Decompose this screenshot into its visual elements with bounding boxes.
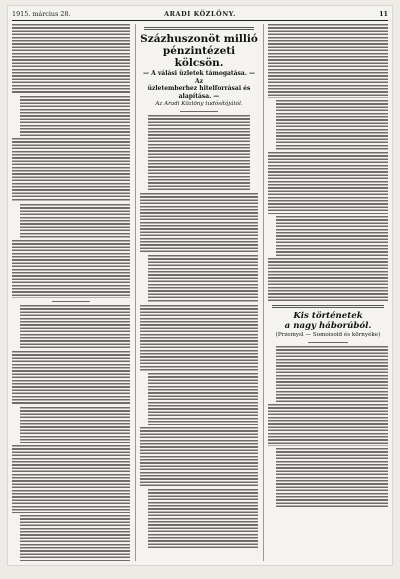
headline-top-rule bbox=[144, 27, 254, 30]
text-paragraph bbox=[20, 96, 130, 136]
header-rule bbox=[12, 20, 388, 21]
article-byline: Az Aradi Közlöny tudósítójától. bbox=[155, 101, 243, 108]
text-paragraph bbox=[276, 346, 388, 402]
text-paragraph bbox=[268, 24, 388, 98]
feature-headline bbox=[268, 311, 388, 331]
column-middle bbox=[140, 24, 258, 561]
running-head bbox=[12, 8, 388, 20]
separator-rule bbox=[52, 301, 90, 302]
column-rule bbox=[263, 24, 264, 561]
article-subheadline-line: — A válási üzletek támogatása. — Az bbox=[142, 70, 256, 85]
newspaper-page bbox=[8, 6, 392, 565]
text-paragraph bbox=[268, 258, 388, 302]
text-paragraph bbox=[12, 351, 130, 405]
text-paragraph bbox=[148, 373, 258, 425]
text-paragraph bbox=[12, 138, 130, 202]
text-paragraph bbox=[140, 427, 258, 487]
column-left bbox=[12, 24, 130, 561]
text-paragraph bbox=[148, 115, 250, 191]
text-paragraph bbox=[20, 515, 130, 561]
text-paragraph bbox=[276, 216, 388, 256]
section-rule bbox=[272, 305, 384, 308]
article-subheadline bbox=[140, 70, 258, 100]
text-paragraph bbox=[12, 240, 130, 298]
feature-kicker: (Przemysl — Somoisold és környéke) bbox=[275, 332, 381, 338]
issue-date: 1915. március 28. bbox=[12, 10, 71, 18]
page-number: 11 bbox=[379, 10, 388, 18]
column-right bbox=[268, 24, 388, 561]
feature-headline-line: a nagy háborúból. bbox=[284, 321, 372, 331]
text-paragraph bbox=[20, 407, 130, 443]
text-paragraph bbox=[140, 193, 258, 253]
text-paragraph bbox=[140, 305, 258, 371]
text-paragraph bbox=[268, 152, 388, 214]
text-paragraph bbox=[20, 305, 130, 349]
text-paragraph bbox=[12, 24, 130, 94]
text-paragraph bbox=[268, 404, 388, 446]
separator-rule bbox=[308, 342, 348, 343]
text-paragraph bbox=[276, 448, 388, 508]
separator-rule bbox=[180, 111, 218, 112]
article-headline-line: pénzintézeti kölcsön. bbox=[162, 45, 236, 69]
text-paragraph bbox=[148, 489, 258, 549]
article-headline bbox=[140, 33, 258, 69]
feature-headline-line: Kis történetek bbox=[293, 311, 363, 321]
text-paragraph bbox=[276, 100, 388, 150]
article-headline-line: Százhuszonöt millió bbox=[140, 33, 258, 45]
article-subheadline-line: üzletemberhez hitelforrásai és alapítása. — bbox=[147, 85, 251, 100]
text-paragraph bbox=[148, 255, 258, 303]
newspaper-name: ARADI KÖZLÖNY. bbox=[164, 10, 236, 18]
column-rule bbox=[135, 24, 136, 561]
text-paragraph bbox=[12, 445, 130, 513]
text-paragraph bbox=[20, 204, 130, 238]
